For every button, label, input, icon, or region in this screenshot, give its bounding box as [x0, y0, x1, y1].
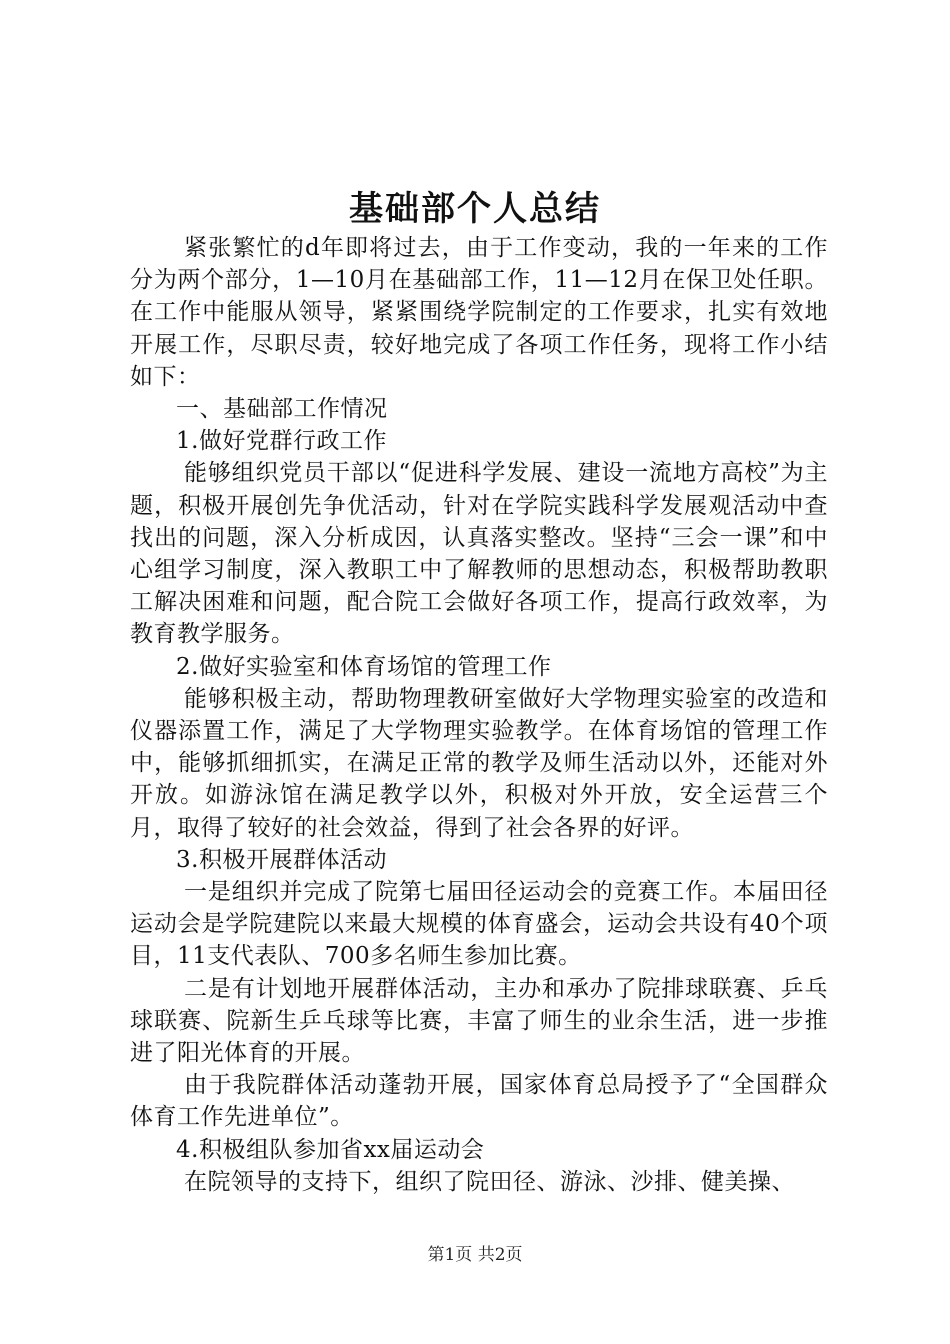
- body-paragraph: 能够积极主动，帮助物理教研室做好大学物理实验室的改造和仪器添置工作，满足了大学物理实验教学。在体育场馆的管理工作中，能够抓细抓实，在满足正常的教学及师生活动以外，还能对外开放。如游泳馆在满足教学以外，积极对外开放，安全运营三个月，取得了较好的社会效益，得到了社会各界的好评。: [130, 685, 828, 841]
- document-body: [130, 232, 828, 1198]
- subsection-heading: 4.积极组队参加省xx届运动会: [176, 1136, 485, 1163]
- subsection-heading: 2.做好实验室和体育场馆的管理工作: [176, 653, 552, 680]
- document-title: 基础部个人总结: [349, 189, 601, 229]
- body-paragraph: 由于我院群体活动蓬勃开展，国家体育总局授予了“全国群众体育工作先进单位”。: [130, 1072, 828, 1131]
- page-footer: 第1页 共2页: [427, 1245, 523, 1265]
- body-paragraph: 能够组织党员干部以“促进科学发展、建设一流地方高校”为主题，积极开展创先争优活动，针对在学院实践科学发展观活动中查找出的问题，深入分析成因，认真落实整改。坚持“三会一课”和中心组学习制度，深入教职工中了解教师的思想动态，积极帮助教职工解决困难和问题，配合院工会做好各项工作，提高行政效率，为教育教学服务。: [130, 460, 828, 648]
- subsection-heading: 1.做好党群行政工作: [176, 428, 387, 455]
- subsection-heading: 3.积极开展群体活动: [176, 846, 387, 873]
- body-paragraph: 一是组织并完成了院第七届田径运动会的竞赛工作。本届田径运动会是学院建院以来最大规模的体育盛会，运动会共设有40个项目，11支代表队、700多名师生参加比赛。: [130, 879, 828, 970]
- intro-paragraph: 紧张繁忙的d年即将过去，由于工作变动，我的一年来的工作分为两个部分，1—10月在基础部工作，11—12月在保卫处任职。在工作中能服从领导，紧紧围绕学院制定的工作要求，扎实有效地开展工作，尽职尽责，较好地完成了各项工作任务，现将工作小结如下：: [130, 235, 828, 390]
- section-heading: 一、基础部工作情况: [176, 396, 388, 423]
- body-paragraph: 二是有计划地开展群体活动，主办和承办了院排球联赛、乒乓球联赛、院新生乒乓球等比赛，丰富了师生的业余生活，进一步推进了阳光体育的开展。: [130, 975, 828, 1067]
- body-paragraph: 在院领导的支持下，组织了院田径、游泳、沙排、健美操、: [184, 1168, 796, 1195]
